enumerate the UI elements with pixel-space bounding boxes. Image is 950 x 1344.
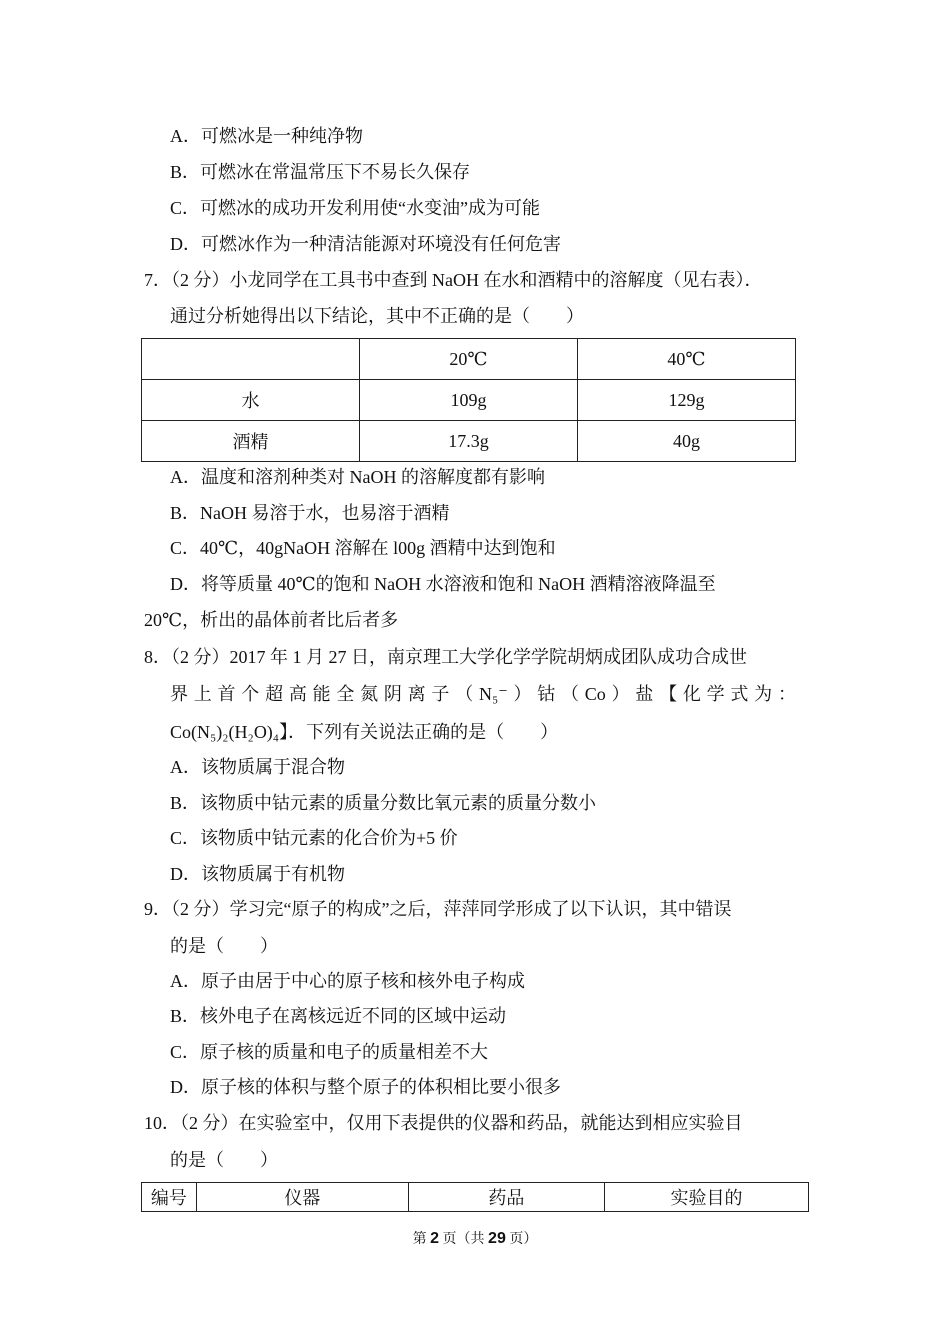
q7-option-d: D．将等质量 40℃的饱和 NaOH 水溶液和饱和 NaOH 酒精溶液降温至 xyxy=(170,574,716,594)
table-cell: 40℃ xyxy=(578,339,796,380)
footer-prefix: 第 xyxy=(412,1232,431,1247)
q9-option-d: D．原子核的体积与整个原子的体积相比要小很多 xyxy=(170,1077,561,1097)
q8-line2-char: ） xyxy=(611,684,630,704)
q8-line2-char: 上 xyxy=(193,684,212,704)
q8-line2-char: 离 xyxy=(407,684,426,704)
total-pages: 29 xyxy=(488,1230,506,1247)
q8-line2-char: 化 xyxy=(682,684,701,704)
table-cell: 109g xyxy=(360,380,578,421)
table-header-cell: 药品 xyxy=(408,1183,604,1212)
q7-option-d-continued: 20℃，析出的晶体前者比后者多 xyxy=(144,610,399,630)
q8-stem-line3: Co(N₅)₂(H₂O)₄】．下列有关说法正确的是（ ） xyxy=(170,722,559,742)
table-header-cell: 实验目的 xyxy=(604,1183,808,1212)
q8-line2-char: 式 xyxy=(730,684,749,704)
experiment-table xyxy=(141,1182,809,1212)
q7-stem-line1: 7．（2 分）小龙同学在工具书中查到 NaOH 在水和酒精中的溶解度（见右表）． xyxy=(144,270,763,290)
q8-line2-char: 氮 xyxy=(360,684,379,704)
q8-line2-char: 高 xyxy=(288,684,307,704)
q6-option-c: C．可燃冰的成功开发利用使“水变油”成为可能 xyxy=(170,198,540,218)
table-header-cell: 编号 xyxy=(142,1183,197,1212)
solubility-table xyxy=(141,338,796,462)
q10-stem-line2: 的是（ ） xyxy=(170,1150,278,1170)
page-number: 2 xyxy=(430,1230,440,1247)
q8-option-a: A．该物质属于混合物 xyxy=(170,757,345,777)
q8-line2-char: ） xyxy=(513,684,532,704)
q9-option-b: B．核外电子在离核远近不同的区域中运动 xyxy=(170,1006,507,1026)
q8-option-d: D．该物质属于有机物 xyxy=(170,864,345,884)
table-cell: 水 xyxy=(142,380,360,421)
page-footer xyxy=(0,1229,950,1250)
q8-line2-char: 全 xyxy=(336,684,355,704)
q8-stem-line2 xyxy=(170,682,796,706)
table-header-cell: 仪器 xyxy=(196,1183,408,1212)
table-row xyxy=(142,380,796,421)
q7-option-c: C．40℃，40gNaOH 溶解在 l00g 酒精中达到饱和 xyxy=(170,538,556,558)
q8-line2-char: 阴 xyxy=(383,684,402,704)
table-cell: 129g xyxy=(578,380,796,421)
table-row xyxy=(142,421,796,462)
q8-option-c: C．该物质中钴元素的化合价为+5 价 xyxy=(170,828,458,848)
q7-option-b: B．NaOH 易溶于水，也易溶于酒精 xyxy=(170,503,450,523)
q8-line2-char: 超 xyxy=(265,684,284,704)
q8-line2-char: 为 xyxy=(754,684,773,704)
table-cell: 20℃ xyxy=(360,339,578,380)
table-row xyxy=(142,1183,809,1212)
q8-stem-line1: 8．（2 分）2017 年 1 月 27 日，南京理工大学化学学院胡炳成团队成功合成世 xyxy=(144,647,747,667)
q8-line2-char: 学 xyxy=(706,684,725,704)
q8-line2-char: （ xyxy=(561,684,580,704)
q10-stem-line1: 10．（2 分）在实验室中，仅用下表提供的仪器和药品，就能达到相应实验目 xyxy=(144,1113,743,1133)
q7-option-a: A．温度和溶剂种类对 NaOH 的溶解度都有影响 xyxy=(170,467,545,487)
table-cell: 17.3g xyxy=(360,421,578,462)
table-cell: 40g xyxy=(578,421,796,462)
table-cell xyxy=(142,339,360,380)
q8-line2-char: N₅⁻ xyxy=(478,684,508,704)
q8-line2-char: 个 xyxy=(241,684,260,704)
q8-line2-char: ： xyxy=(777,684,796,704)
table-row xyxy=(142,339,796,380)
q9-stem-line1: 9．（2 分）学习完“原子的构成”之后，萍萍同学形成了以下认识，其中错误 xyxy=(144,899,732,919)
q8-option-b: B．该物质中钴元素的质量分数比氧元素的质量分数小 xyxy=(170,793,597,813)
q6-option-a: A．可燃冰是一种纯净物 xyxy=(170,126,363,146)
q8-line2-char: 盐 xyxy=(635,684,654,704)
table-cell: 酒精 xyxy=(142,421,360,462)
q8-line2-char: 钴 xyxy=(537,684,556,704)
q7-stem-line2: 通过分析她得出以下结论，其中不正确的是（ ） xyxy=(170,306,584,326)
q8-line2-char: 界 xyxy=(170,684,188,704)
q8-line2-char: 首 xyxy=(217,684,236,704)
q9-option-a: A．原子由居于中心的原子核和核外电子构成 xyxy=(170,971,525,991)
q6-option-d: D．可燃冰作为一种清洁能源对环境没有任何危害 xyxy=(170,234,561,254)
q8-line2-char: 能 xyxy=(312,684,331,704)
footer-suffix: 页） xyxy=(505,1232,538,1247)
q9-option-c: C．原子核的质量和电子的质量相差不大 xyxy=(170,1042,489,1062)
q8-line2-char: 子 xyxy=(431,684,450,704)
q6-option-b: B．可燃冰在常温常压下不易长久保存 xyxy=(170,162,471,182)
q9-stem-line2: 的是（ ） xyxy=(170,936,278,956)
footer-middle: 页（共 xyxy=(439,1232,489,1247)
q8-line2-char: Co xyxy=(584,684,606,704)
q8-line2-char: 【 xyxy=(659,684,678,704)
q8-line2-char: （ xyxy=(455,684,474,704)
